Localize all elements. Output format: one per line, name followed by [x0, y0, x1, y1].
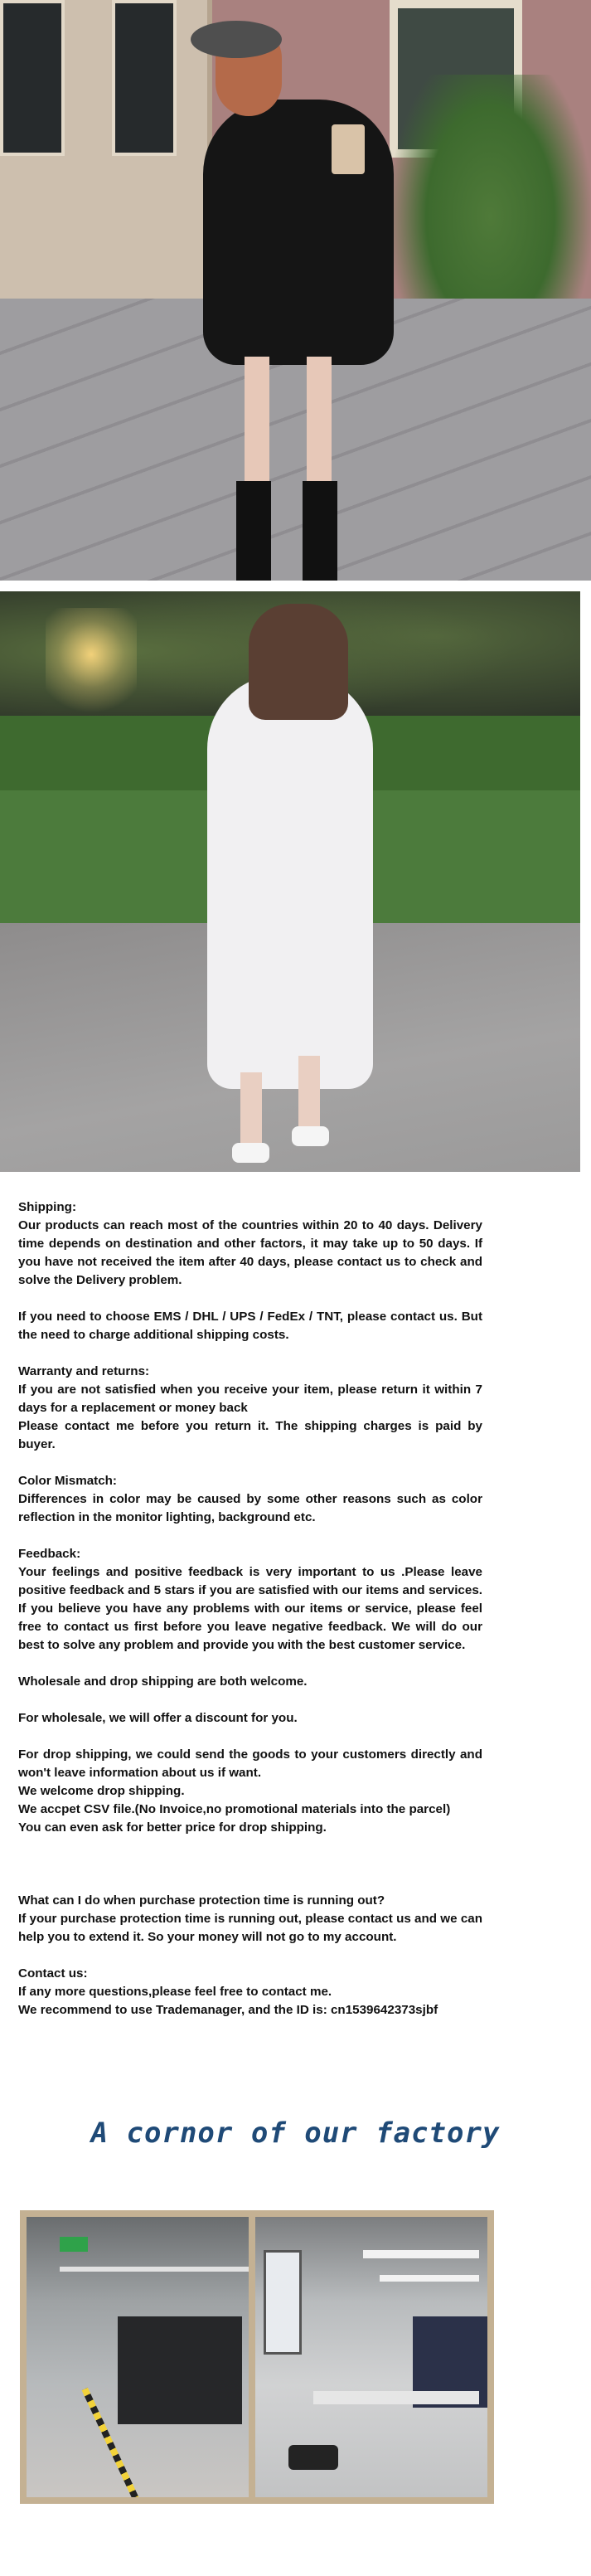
- feedback-body: Your feelings and positive feedback is very important to us .Please leave positive feedback and 5 stars if you are satisfied with our items and services. If you believe you have any problems with our items or service, please feel free to contact us first before you leave negative feedback. We will do our best to solve any problem and provide you with the best customer service.: [18, 1565, 487, 1652]
- feedback-heading: Feedback:: [18, 1547, 81, 1561]
- color-mismatch-heading: Color Mismatch:: [18, 1474, 117, 1488]
- warranty-body-2: Please contact me before you return it. The shipping charges is paid by buyer.: [18, 1419, 487, 1451]
- factory-photo-right: [249, 2210, 494, 2504]
- contact-line-1: If any more questions,please feel free to contact me.: [18, 1985, 332, 1999]
- dropship-line-2: We welcome drop shipping.: [18, 1784, 185, 1798]
- shipping-heading: Shipping:: [18, 1200, 77, 1214]
- discount-line: For wholesale, we will offer a discount for you.: [18, 1711, 298, 1725]
- store-policy-text: [18, 1198, 487, 2019]
- dropship-line-1: For drop shipping, we could send the goods to your customers directly and won't leave information about us if want.: [18, 1747, 487, 1780]
- shipping-body: Our products can reach most of the countries within 20 to 40 days. Delivery time depends on destination and other factors, it may take up to 50 days. If you have not received the item after 40 days, please contact us to check and solve the Delivery problem.: [18, 1218, 487, 1287]
- dropship-line-3: We accpet CSV file.(No Invoice,no promotional materials into the parcel): [18, 1802, 451, 1816]
- protection-answer: If your purchase protection time is running out, please contact us and we can help you to extend it. So your money will not go to my account.: [18, 1912, 487, 1944]
- color-mismatch-body: Differences in color may be caused by some other reasons such as color reflection in the monitor lighting, background etc.: [18, 1492, 487, 1524]
- warranty-body-1: If you are not satisfied when you receive your item, please return it within 7 days for a replacement or money back: [18, 1383, 487, 1415]
- warranty-heading: Warranty and returns:: [18, 1364, 150, 1378]
- protection-question: What can I do when purchase protection time is running out?: [18, 1893, 385, 1908]
- contact-line-2: We recommend to use Trademanager, and the ID is: cn1539642373sjbf: [18, 2003, 438, 2017]
- dropship-line-4: You can even ask for better price for drop shipping.: [18, 1820, 327, 1835]
- product-photo-white-dress: [0, 591, 580, 1172]
- factory-photo-left: [20, 2210, 265, 2504]
- express-note: If you need to choose EMS / DHL / UPS / FedEx / TNT, please contact us. But the need to charge additional shipping costs.: [18, 1310, 487, 1342]
- factory-section-title: A cornor of our factory: [90, 2117, 501, 2150]
- contact-heading: Contact us:: [18, 1966, 88, 1981]
- exit-sign-icon: [60, 2237, 88, 2252]
- wholesale-line: Wholesale and drop shipping are both welcome.: [18, 1674, 308, 1689]
- product-photo-black-dress: [0, 0, 591, 581]
